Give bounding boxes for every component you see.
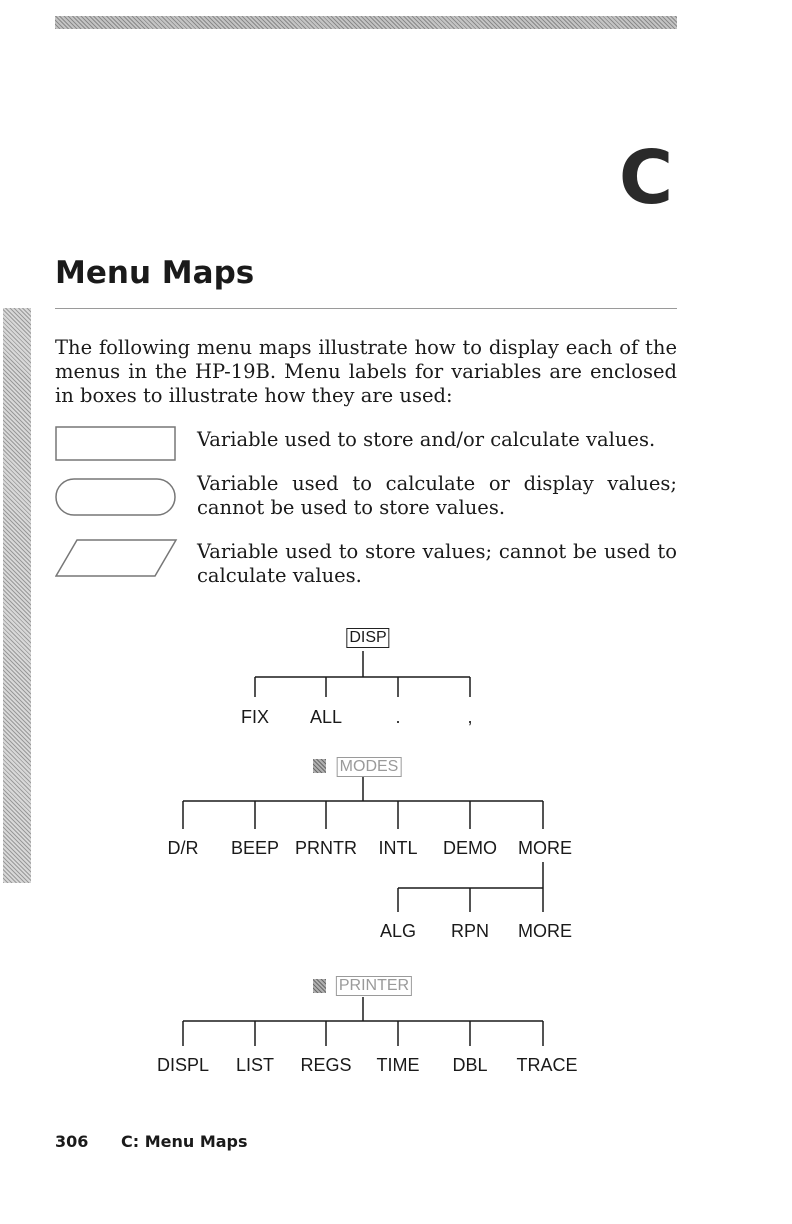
disp-item-fix: FIX: [240, 707, 270, 727]
footer-chapter-title: C: Menu Maps: [121, 1132, 248, 1151]
printer-item-time: TIME: [376, 1055, 420, 1075]
chapter-letter: C: [618, 135, 674, 221]
modes-item-intl: INTL: [378, 838, 418, 858]
modes-item-prntr: PRNTR: [295, 838, 357, 858]
shift-key-icon: [313, 759, 326, 773]
printer-key: PRINTER: [336, 976, 412, 996]
modes-item-dr: D/R: [167, 838, 199, 858]
modes-item-beep: BEEP: [230, 838, 280, 858]
modes-item-more: MORE: [518, 838, 572, 858]
modes-more-item-more: MORE: [518, 921, 572, 941]
printer-item-trace: TRACE: [516, 1055, 578, 1075]
printer-item-regs: REGS: [300, 1055, 352, 1075]
printer-item-list: LIST: [235, 1055, 275, 1075]
modes-key: MODES: [337, 757, 402, 777]
disp-item-point: .: [395, 707, 401, 727]
disp-key: DISP: [346, 628, 389, 648]
disp-item-all: ALL: [309, 707, 343, 727]
legend-text-parallelogram: Variable used to store values; cannot be used to calculate values.: [197, 540, 677, 587]
legend-text-rounded: Variable used to calculate or display values; cannot be used to store values.: [197, 472, 677, 519]
page-title: Menu Maps: [55, 255, 255, 291]
disp-item-comma: ,: [467, 707, 473, 727]
intro-paragraph: The following menu maps illustrate how to display each of the menus in the HP-19B. Menu labels for variables are enclosed in boxes to illustrate how they are used:: [55, 336, 677, 407]
modes-item-demo: DEMO: [443, 838, 497, 858]
shift-key-icon: [313, 979, 326, 993]
modes-more-item-rpn: RPN: [450, 921, 490, 941]
legend-text-rectangle: Variable used to store and/or calculate values.: [197, 428, 656, 451]
modes-more-item-alg: ALG: [379, 921, 417, 941]
printer-item-displ: DISPL: [156, 1055, 210, 1075]
printer-item-dbl: DBL: [452, 1055, 488, 1075]
page-number: 306: [55, 1132, 89, 1151]
